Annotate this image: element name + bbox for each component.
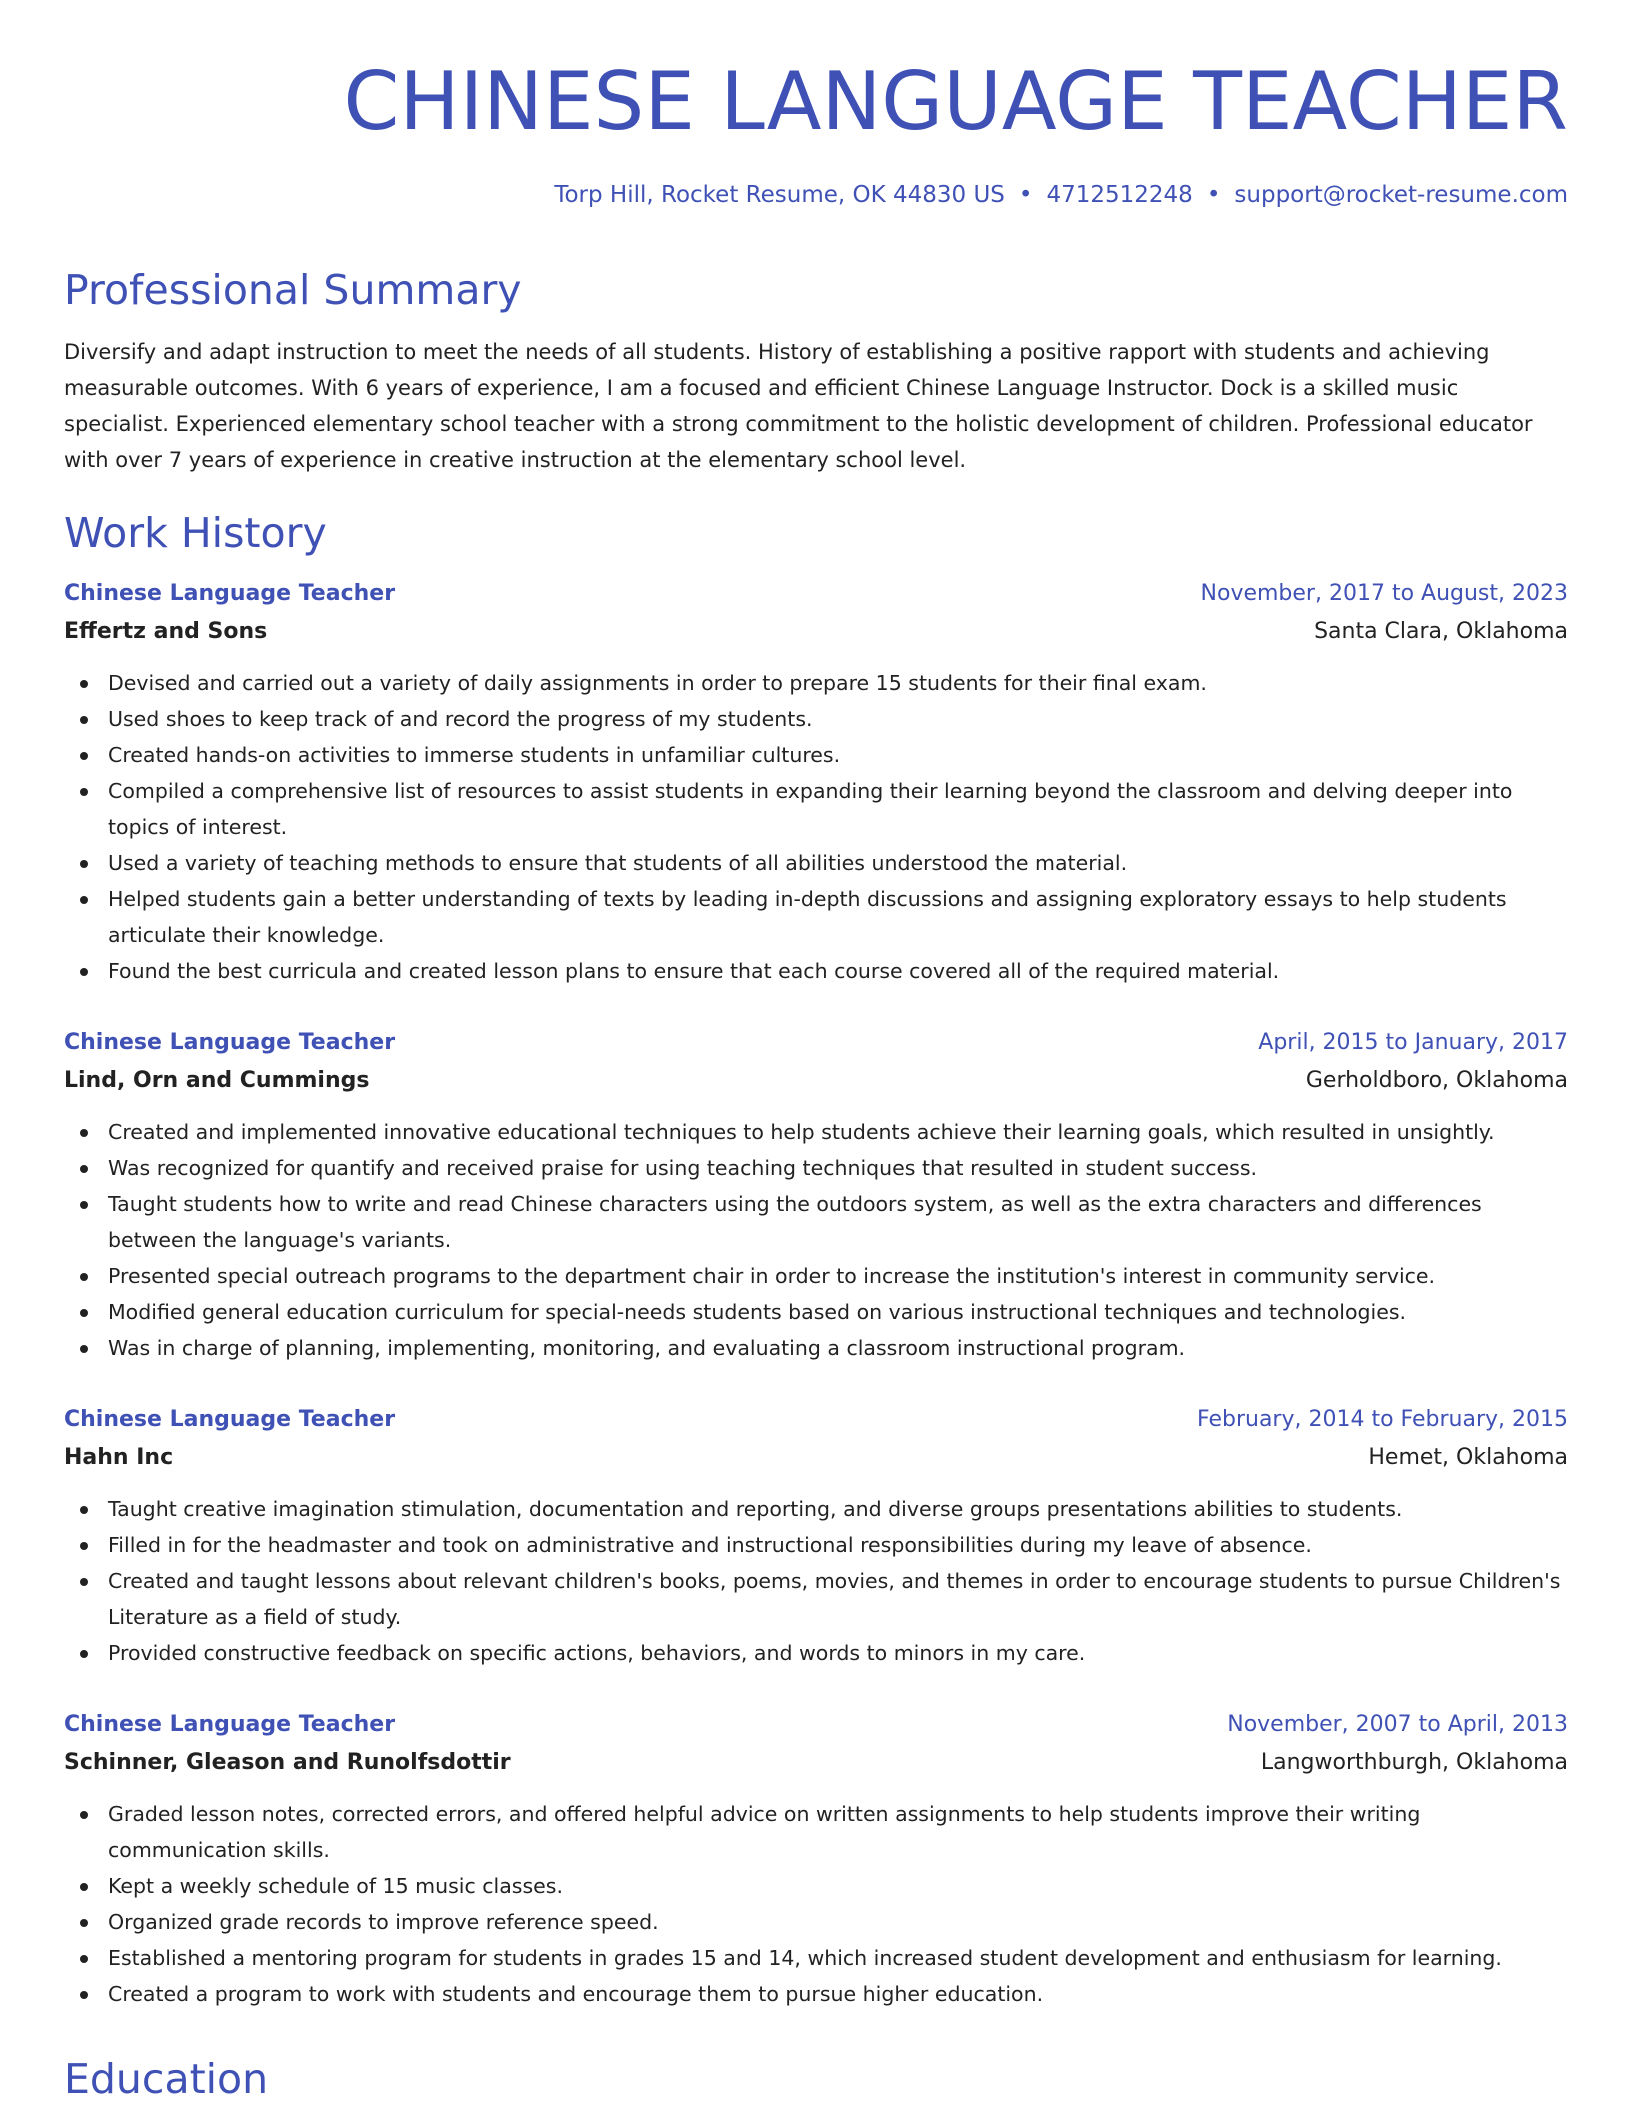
job-bullet-text: Compiled a comprehensive list of resources to assist students in expanding their learning beyond the classroom and delving deeper into topics of interest. [108,779,1513,839]
contact-email[interactable]: support@rocket-resume.com [1234,182,1568,208]
bullet-dot-icon [80,968,88,976]
job-bullet [64,1635,1568,1671]
job-bullet [64,1186,1568,1258]
job-bullet [64,1904,1568,1940]
job-bullet [64,1527,1568,1563]
bullet-dot-icon [80,1309,88,1317]
job-bullet-text: Was recognized for quantify and received praise for using teaching techniques that resulted in student success. [108,1156,1258,1180]
bullet-dot-icon [80,788,88,796]
work-history-heading: Work History [64,509,327,557]
job-entry [64,575,1568,989]
job-bullet-text: Was in charge of planning, implementing, monitoring, and evaluating a classroom instructional program. [108,1336,1186,1360]
bullet-dot-icon [80,1506,88,1514]
job-title: Chinese Language Teacher [64,1712,396,1737]
contact-phone: 4712512248 [1046,182,1193,208]
job-dates: November, 2017 to August, 2023 [1200,581,1568,606]
job-bullet [64,665,1568,701]
job-bullet-text: Organized grade records to improve reference speed. [108,1910,659,1934]
job-location: Santa Clara, Oklahoma [1314,619,1568,644]
job-bullet [64,845,1568,881]
bullet-dot-icon [80,716,88,724]
bullet-dot-icon [80,1811,88,1819]
job-bullet-text: Devised and carried out a variety of daily assignments in order to prepare 15 students for their final exam. [108,671,1207,695]
job-dates: February, 2014 to February, 2015 [1197,1407,1568,1432]
job-entry [64,1706,1568,2012]
job-bullet [64,701,1568,737]
job-bullet [64,1150,1568,1186]
job-bullet-text: Kept a weekly schedule of 15 music classes. [108,1874,563,1898]
job-bullet-text: Presented special outreach programs to the department chair in order to increase the institution's interest in community service. [108,1264,1436,1288]
bullet-dot-icon [80,1201,88,1209]
contact-address: Torp Hill, Rocket Resume, OK 44830 US [554,182,1005,208]
job-bullet [64,773,1568,845]
bullet-dot-icon [80,896,88,904]
job-title: Chinese Language Teacher [64,1030,396,1055]
job-bullet [64,1294,1568,1330]
bullet-dot-icon [80,752,88,760]
job-dates: April, 2015 to January, 2017 [1258,1030,1568,1055]
job-bullet-text: Found the best curricula and created lesson plans to ensure that each course covered all of the required material. [108,959,1280,983]
bullet-dot-icon [80,860,88,868]
bullet-dot-icon [80,1883,88,1891]
job-company: Effertz and Sons [64,619,268,644]
summary-heading: Professional Summary [64,266,522,314]
job-location: Hemet, Oklahoma [1368,1445,1568,1470]
bullet-dot-icon [80,1273,88,1281]
job-bullet-text: Taught students how to write and read Chinese characters using the outdoors system, as well as the extra characters and differences between the language's variants. [108,1192,1482,1252]
bullet-dot-icon [80,1129,88,1137]
summary-text: Diversify and adapt instruction to meet the needs of all students. History of establishing a positive rapport with students and achieving measurable outcomes. With 6 years of experience, I am a focused and efficient Chinese Language Instructor. Dock is a skilled music specialist. Experienced elementary school teacher with a strong commitment to the holistic development of children. Professional educator with over 7 years of experience in creative instruction at the elementary school level. [64,340,1533,472]
job-bullet [64,1258,1568,1294]
bullet-dot-icon [80,1919,88,1927]
job-bullet [64,953,1568,989]
job-bullet-text: Filled in for the headmaster and took on administrative and instructional responsibilities during my leave of absence. [108,1533,1312,1557]
job-entry [64,1401,1568,1671]
job-bullet-list [64,1796,1568,2012]
resume-page [64,0,1568,2103]
job-company: Lind, Orn and Cummings [64,1068,370,1093]
job-bullet [64,1868,1568,1904]
contact-separator: • [1018,182,1033,208]
job-bullet-list [64,1114,1568,1366]
contact-line [64,179,1568,211]
job-bullet-text: Established a mentoring program for students in grades 15 and 14, which increased student development and enthusiasm for learning. [108,1946,1502,1970]
job-bullet-text: Created and implemented innovative educational techniques to help students achieve their learning goals, which resulted in unsightly. [108,1120,1495,1144]
job-bullet [64,881,1568,953]
job-bullet [64,1976,1568,2012]
job-dates: November, 2007 to April, 2013 [1227,1712,1568,1737]
bullet-dot-icon [80,1542,88,1550]
job-bullet [64,1940,1568,1976]
job-bullet-text: Helped students gain a better understanding of texts by leading in-depth discussions and assigning exploratory essays to help students articulate their knowledge. [108,887,1507,947]
job-bullet-list [64,665,1568,989]
job-bullet [64,1491,1568,1527]
job-bullet-text: Used shoes to keep track of and record the progress of my students. [108,707,813,731]
contact-separator: • [1206,182,1221,208]
bullet-dot-icon [80,1165,88,1173]
job-bullet-text: Created and taught lessons about relevant children's books, poems, movies, and themes in order to encourage students to pursue Children's Literature as a field of study. [108,1569,1561,1629]
bullet-dot-icon [80,680,88,688]
job-bullet [64,737,1568,773]
job-company: Hahn Inc [64,1445,174,1470]
bullet-dot-icon [80,1650,88,1658]
job-bullet-text: Provided constructive feedback on specific actions, behaviors, and words to minors in my care. [108,1641,1086,1665]
job-bullet-text: Created a program to work with students and encourage them to pursue higher education. [108,1982,1044,2006]
bullet-dot-icon [80,1955,88,1963]
bullet-dot-icon [80,1345,88,1353]
job-location: Gerholdboro, Oklahoma [1305,1068,1568,1093]
job-title: Chinese Language Teacher [64,1407,396,1432]
education-heading: Education [64,2055,269,2103]
bullet-dot-icon [80,1991,88,1999]
job-bullet [64,1114,1568,1150]
bullet-dot-icon [80,1578,88,1586]
job-bullet [64,1330,1568,1366]
job-bullet-text: Used a variety of teaching methods to ensure that students of all abilities understood the material. [108,851,1128,875]
job-location: Langworthburgh, Oklahoma [1260,1750,1568,1775]
job-bullet-text: Created hands-on activities to immerse students in unfamiliar cultures. [108,743,841,767]
job-bullet-text: Graded lesson notes, corrected errors, and offered helpful advice on written assignments to help students improve their writing communication skills. [108,1802,1421,1862]
job-title: Chinese Language Teacher [64,581,396,606]
job-bullet-text: Modified general education curriculum for special-needs students based on various instructional techniques and technologies. [108,1300,1407,1324]
job-entry [64,1024,1568,1366]
job-bullet-text: Taught creative imagination stimulation, documentation and reporting, and diverse groups presentations abilities to students. [108,1497,1403,1521]
job-company: Schinner, Gleason and Runolfsdottir [64,1750,511,1775]
resume-title: CHINESE LANGUAGE TEACHER [343,55,1568,148]
job-bullet [64,1796,1568,1868]
job-bullet [64,1563,1568,1635]
job-bullet-list [64,1491,1568,1671]
